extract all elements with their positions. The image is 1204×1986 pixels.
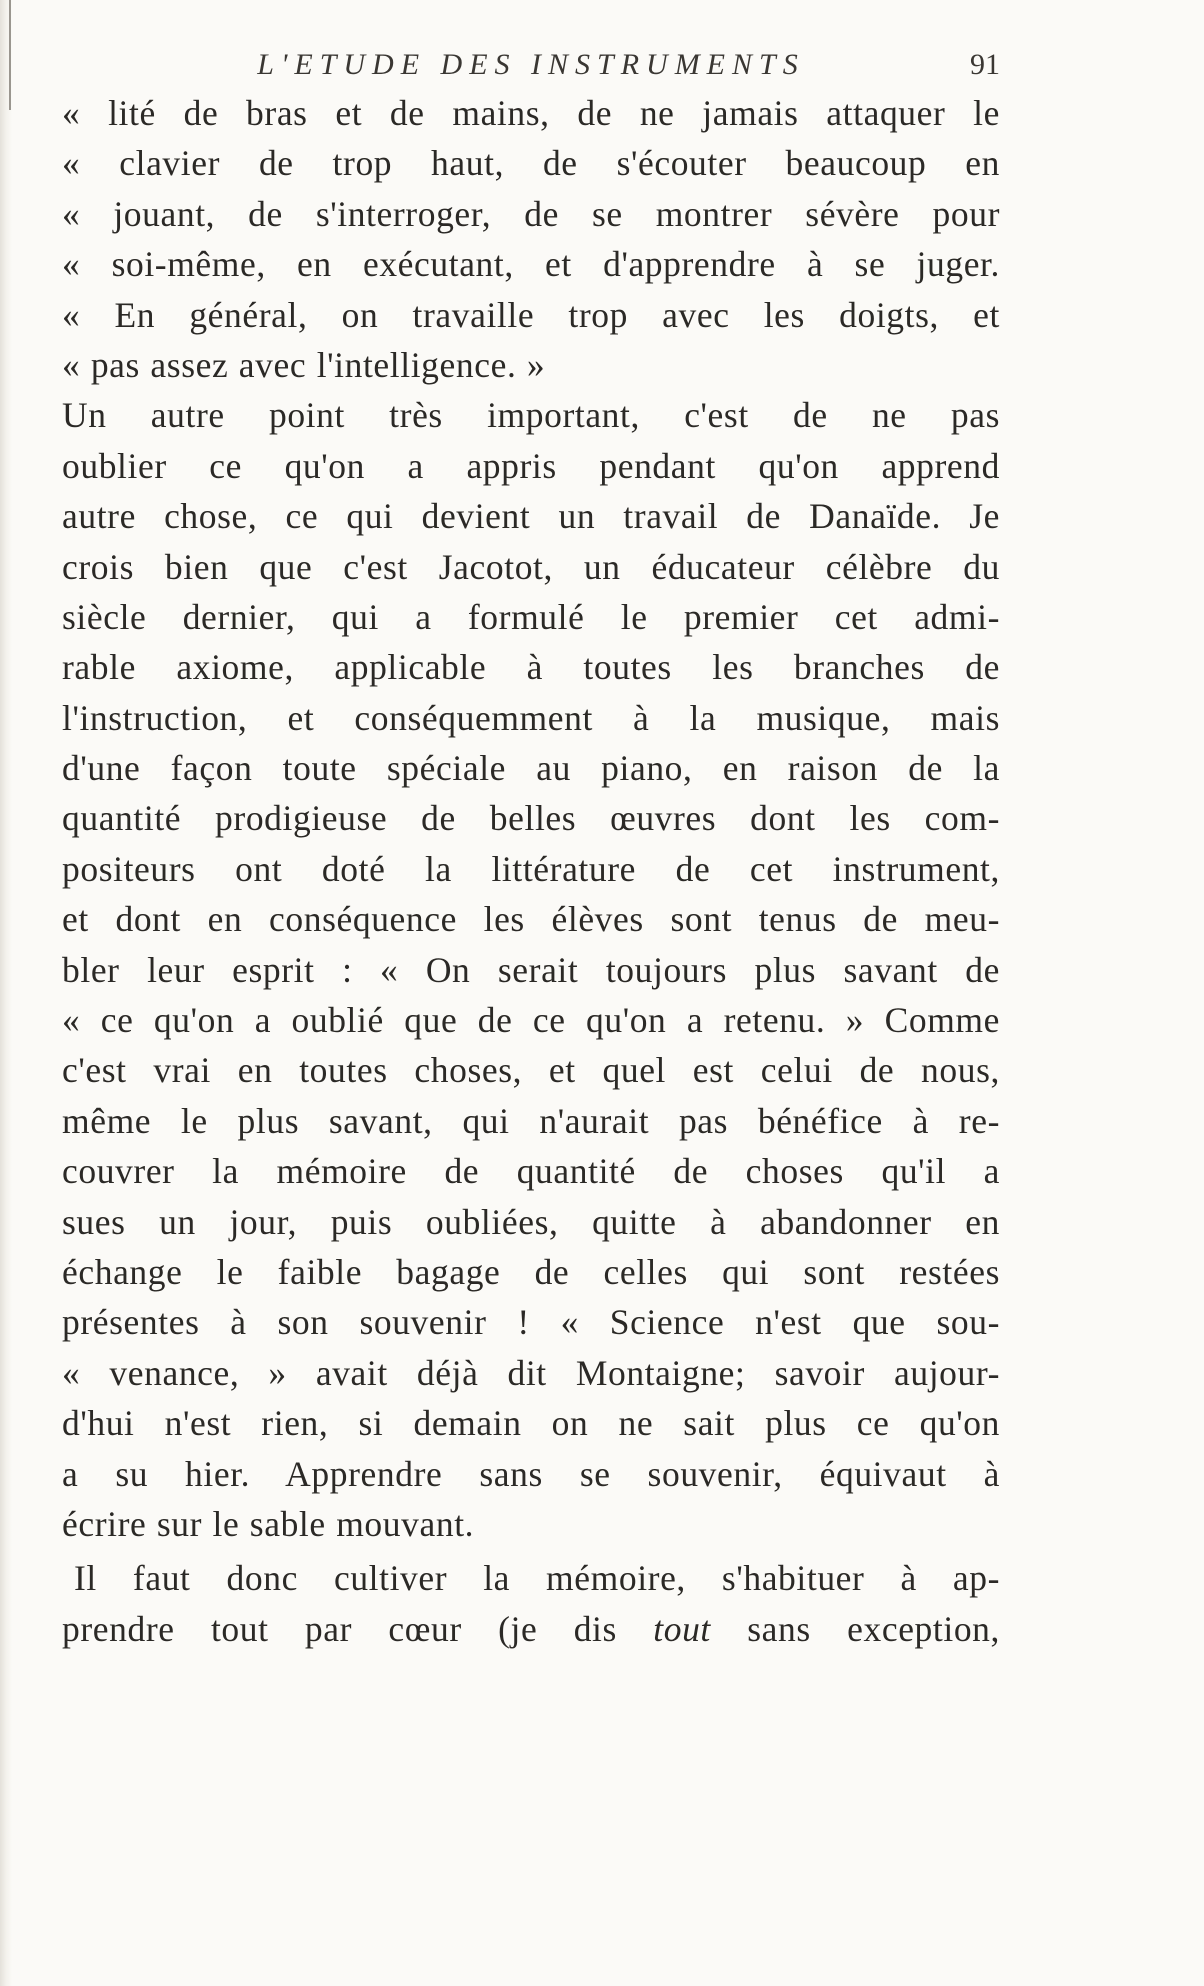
running-title: L'ETUDE DES INSTRUMENTS — [257, 48, 805, 81]
page-binding-edge — [0, 0, 12, 1986]
text-line — [62, 1553, 1000, 1603]
line-text-before-emphasis: prendre tout par cœur (je dis — [62, 1608, 654, 1649]
text-line: échange le faible bagage de celles qui sont restées — [62, 1251, 1000, 1292]
text-line: « soi-même, en exécutant, et d'apprendre à se juger. — [62, 244, 1000, 285]
text-line: présentes à son souvenir ! « Science n'est que sou- — [62, 1302, 1000, 1343]
paragraph-opening: Il faut donc cultiver la mémoire, s'habituer à ap- — [74, 1558, 1000, 1599]
text-line: siècle dernier, qui a formulé le premier cet admi- — [62, 596, 1000, 637]
text-line: « clavier de trop haut, de s'écouter beaucoup en — [62, 143, 1000, 184]
text-line: bler leur esprit : « On serait toujours plus savant de — [62, 949, 1000, 990]
text-line: crois bien que c'est Jacotot, un éducateur célèbre du — [62, 546, 1000, 587]
text-line: quantité prodigieuse de belles œuvres dont les com- — [62, 798, 1000, 839]
text-line: autre chose, ce qui devient un travail de Danaïde. Je — [62, 496, 1000, 537]
text-line: rable axiome, applicable à toutes les branches de — [62, 647, 1000, 688]
body-text — [62, 88, 1000, 1654]
text-line: même le plus savant, qui n'aurait pas bénéfice à re- — [62, 1100, 1000, 1141]
text-line: « ce qu'on a oublié que de ce qu'on a retenu. » Comme — [62, 1000, 1000, 1041]
text-line: d'hui n'est rien, si demain on ne sait plus ce qu'on — [62, 1403, 1000, 1444]
book-page — [62, 40, 1000, 1654]
text-line: et dont en conséquence les élèves sont tenus de meu- — [62, 899, 1000, 940]
text-line: écrire sur le sable mouvant. — [62, 1503, 475, 1544]
text-line: positeurs ont doté la littérature de cet instrument, — [62, 848, 1000, 889]
text-line: a su hier. Apprendre sans se souvenir, équivaut à — [62, 1453, 1000, 1494]
text-line: d'une façon toute spéciale au piano, en raison de la — [62, 748, 1000, 789]
text-line: couvrer la mémoire de quantité de choses qu'il a — [62, 1151, 1000, 1192]
binding-line — [9, 0, 11, 110]
text-line: sues un jour, puis oubliées, quitte à abandonner en — [62, 1201, 1000, 1242]
running-head — [62, 40, 1000, 88]
emphasized-word: tout — [653, 1608, 711, 1649]
line-text-after-emphasis: sans exception, — [710, 1608, 1001, 1649]
text-line: « venance, » avait déjà dit Montaigne; savoir aujour- — [62, 1352, 1000, 1393]
page-number: 91 — [970, 48, 1000, 81]
text-line: « jouant, de s'interroger, de se montrer sévère pour — [62, 193, 1000, 234]
text-line: « lité de bras et de mains, de ne jamais attaquer le — [62, 93, 1000, 133]
text-line: c'est vrai en toutes choses, et quel est celui de nous, — [62, 1050, 1000, 1091]
text-line: « pas assez avec l'intelligence. » — [62, 344, 546, 385]
text-line: oublier ce qu'on a appris pendant qu'on apprend — [62, 445, 1000, 486]
text-line: l'instruction, et conséquemment à la musique, mais — [62, 697, 1000, 738]
text-line: « En général, on travaille trop avec les doigts, et — [62, 294, 1000, 335]
text-line: Un autre point très important, c'est de ne pas — [62, 395, 1000, 436]
text-line — [62, 1604, 1000, 1654]
